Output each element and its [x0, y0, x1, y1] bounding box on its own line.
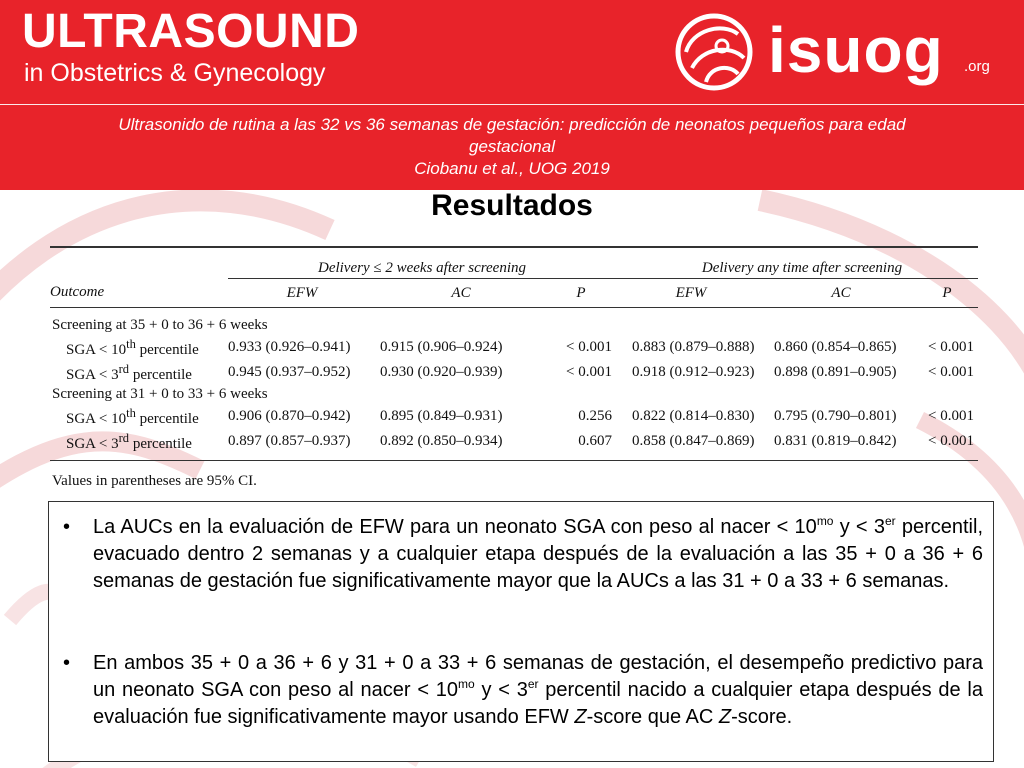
table-row [50, 335, 978, 360]
table-cell: < 0.001 [928, 408, 974, 424]
table-cell: 0.898 (0.891–0.905) [774, 364, 897, 380]
header-divider [0, 104, 1024, 105]
table-cell: 0.897 (0.857–0.937) [228, 433, 351, 449]
column-header-ac: AC [376, 279, 546, 308]
bullet-item [63, 514, 983, 595]
section-title: Resultados [431, 189, 593, 222]
table-cell: 0.860 (0.854–0.865) [774, 339, 897, 355]
column-header-p: P [916, 279, 978, 308]
bullet-marker: • [63, 652, 71, 674]
citation: Ciobanu et al., UOG 2019 [414, 159, 610, 178]
logo-text: isuog [768, 14, 944, 86]
table-cell: 0.945 (0.937–0.952) [228, 364, 351, 380]
table-cell: 0.892 (0.850–0.934) [380, 433, 503, 449]
table-cell: 0.915 (0.906–0.924) [380, 339, 503, 355]
column-header-efw: EFW [228, 279, 376, 308]
isuog-globe-logo-icon [672, 8, 762, 98]
table-row [50, 360, 978, 385]
table-cell: 0.906 (0.870–0.942) [228, 408, 351, 424]
isuog-logo [672, 8, 1012, 98]
row-label: SGA < 3rd percentile [66, 362, 192, 383]
group-header-2-weeks: Delivery ≤ 2 weeks after screening [228, 252, 616, 279]
table-cell: 0.933 (0.926–0.941) [228, 339, 351, 355]
table-cell: 0.831 (0.819–0.842) [774, 433, 897, 449]
results-table [50, 246, 978, 490]
column-header-efw: EFW [616, 279, 766, 308]
table-cell: < 0.001 [566, 339, 612, 355]
group-header-any-time: Delivery any time after screening [616, 252, 978, 279]
journal-subtitle: in Obstetrics & Gynecology [24, 59, 326, 87]
table-footnote: Values in parentheses are 95% CI. [52, 473, 257, 489]
table-cell: 0.256 [578, 408, 612, 424]
table-cell: 0.607 [578, 433, 612, 449]
column-header-p: P [546, 279, 616, 308]
column-header-ac: AC [766, 279, 916, 308]
bullet-item [63, 650, 983, 731]
table-cell: 0.858 (0.847–0.869) [632, 433, 755, 449]
bullet-text: La AUCs en la evaluación de EFW para un neonato SGA con peso al nacer < $10^{mo}$ y < 3er percentil, evacuado dentro 2 semanas y a cualquier etapa después de la evaluación a las 35 + 0 a 36 + 6 semanas de gestación fue significativamente mayor que la AUCs a las 31 + 0 a 33 + 6 semanas. [93, 514, 983, 592]
table-section-row [50, 316, 978, 335]
table-cell: 0.822 (0.814–0.830) [632, 408, 755, 424]
row-label: SGA < 3rd percentile [66, 431, 192, 452]
article-title-line2: gestacional [468, 137, 555, 156]
bullet-marker: • [63, 516, 71, 538]
summary-box [48, 501, 994, 762]
table-cell: 0.883 (0.879–0.888) [632, 339, 755, 355]
header-banner [0, 0, 1024, 190]
article-title [40, 114, 984, 180]
table-cell: < 0.001 [928, 339, 974, 355]
table-cell: 0.795 (0.790–0.801) [774, 408, 897, 424]
table-row [50, 404, 978, 429]
row-label: SGA < 10th percentile [66, 406, 199, 427]
table-section-row [50, 385, 978, 404]
table-cell: < 0.001 [566, 364, 612, 380]
bullet-text: En ambos 35 + 0 a 36 + 6 y 31 + 0 a 33 + 6 semanas de gestación, el desempeño predictivo para un neonato SGA con peso al nacer < $10^{mo}$ y < 3er percentil nacido a cualquier etapa después de la evaluación fue significativamente mayor usando EFW Z-score que AC Z-score. [93, 652, 983, 728]
table-row [50, 429, 978, 454]
table-cell: < 0.001 [928, 364, 974, 380]
journal-title: ULTRASOUND [22, 5, 360, 58]
column-header-outcome: Outcome [50, 279, 228, 308]
table-cell: 0.895 (0.849–0.931) [380, 408, 503, 424]
article-title-line1: Ultrasonido de rutina a las 32 vs 36 semanas de gestación: predicción de neonatos pequeños para edad [118, 115, 906, 134]
section-label: Screening at 31 + 0 to 33 + 6 weeks [52, 386, 268, 402]
table-cell: 0.918 (0.912–0.923) [632, 364, 755, 380]
section-label: Screening at 35 + 0 to 36 + 6 weeks [52, 317, 268, 333]
table-cell: < 0.001 [928, 433, 974, 449]
table-cell: 0.930 (0.920–0.939) [380, 364, 503, 380]
row-label: SGA < 10th percentile [66, 337, 199, 358]
logo-suffix: .org [964, 58, 990, 75]
